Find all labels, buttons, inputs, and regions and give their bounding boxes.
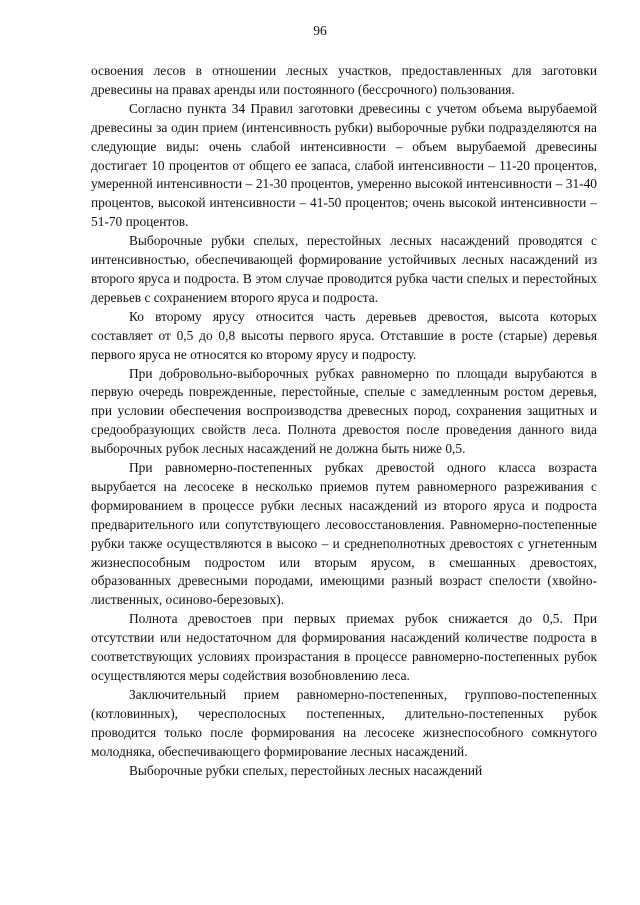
- paragraph-stand-density: Полнота древостоев при первых приемах рубок снижается до 0,5. При отсутствии или недостаточном для формирования насаждений количестве подроста в соответствующих условиях произрастания в процессе равномерно-постепенных рубок осуществляются меры содействия возобновлению леса.: [91, 611, 597, 683]
- paragraph-selective-mature: Выборочные рубки спелых, перестойных лесных насаждений: [129, 762, 483, 778]
- paragraph-second-tier: Ко второму ярусу относится часть деревьев древостоя, высота которых составляет от 0,5 до 0,8 высоты первого яруса. Отставшие в росте (старые) деревья первого яруса не относятся ко второму ярусу и подросту.: [91, 308, 597, 362]
- paragraph-voluntary-selective: При добровольно-выборочных рубках равномерно по площади вырубаются в первую очередь поврежденные, перестойные, спелые с замедленным ростом деревья, при условии обеспечения воспроизводства древесных пород, сохранения защитных и средообразующих свойств леса. Полнота древостоя после проведения данного вида выборочных рубок лесных насаждений не должна быть ниже 0,5.: [91, 365, 597, 457]
- body-text: [91, 62, 597, 780]
- paragraph-continuation: освоения лесов в отношении лесных участков, предоставленных для заготовки древесины на правах аренды или постоянного (бессрочного) пользования.: [91, 63, 597, 97]
- paragraph-final-stage: Заключительный прием равномерно-постепенных, группово-постепенных (котловинных), чересполосных постепенных, длительно-постепенных рубок проводится только после формирования на лесосеке жизнеспособного сомкнутого молодняка, обеспечивающего формирование лесных насаждений.: [91, 686, 597, 759]
- paragraph-intensity-types: Согласно пункта 34 Правил заготовки древесины с учетом объема вырубаемой древесины за один прием (интенсивность рубки) выборочные рубки подразделяются на следующие виды: очень слабой интенсивности – объем вырубаемой древесины достигает 10 процентов от общего ее запаса, слабой интенсивности – 11-20 процентов, умеренной интенсивности – 21-30 процентов, умеренно высокой интенсивности – 31-40 процентов, высокой интенсивности – 41-50 процентов; очень высокой интенсивности – 51-70 процентов.: [91, 100, 597, 230]
- page-number: 96: [313, 23, 327, 38]
- paragraph-selective-cutting: Выборочные рубки спелых, перестойных лесных насаждений проводятся с интенсивностью, обеспечивающей формирование устойчивых лесных насаждений из второго яруса и подроста. В этом случае проводится рубка части спелых и перестойных деревьев с сохранением второго яруса и подроста.: [91, 233, 597, 305]
- paragraph-uniform-gradual: При равномерно-постепенных рубках древостой одного класса возраста вырубается на лесосеке в несколько приемов путем равномерного разреживания с формированием в процессе рубки лесных насаждений из второго яруса и подроста предварительного или сопутствующего лесовосстановления. Равномерно-постепенные рубки также осуществляются в высоко – и среднеполнотных древостоях с угнетенным жизнеспособным подростом или вторым ярусом, в смешанных древостоях, образованных древесными породами, имеющими разный возраст спелости (хвойно-лиственных, осиново-березовых).: [91, 460, 597, 608]
